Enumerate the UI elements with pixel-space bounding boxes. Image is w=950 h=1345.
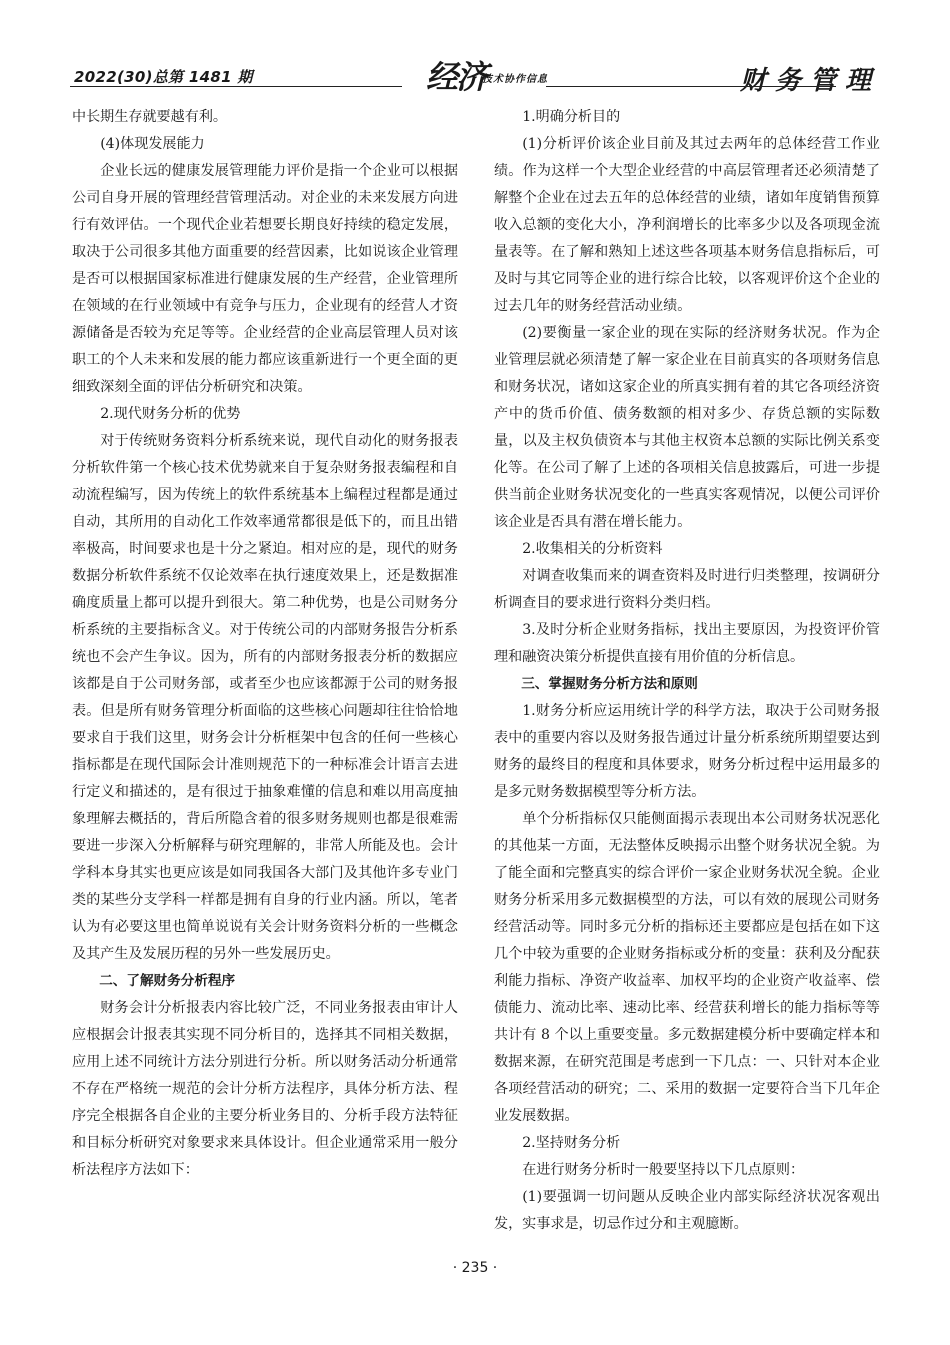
paragraph: (4)体现发展能力: [100, 136, 205, 152]
section-heading: 三、掌握财务分析方法和原则: [521, 676, 698, 692]
right-column: [494, 104, 880, 1238]
paragraph: 对调查收集而来的调查资料及时进行归类整理，按调研分析调查目的要求进行资料分类归档。: [494, 568, 880, 611]
page-number: · 235 ·: [452, 1260, 498, 1276]
paragraph: 企业长远的健康发展管理能力评价是指一个企业可以根据公司自身开展的管理经营管理活动。对企业的未来发展方向进行有效评估。一个现代企业若想要长期良好持续的稳定发展，取决于公司很多其他方面重要的经营因素，比如说该企业管理是否可以根据国家标准进行健康发展的生产经营，企业管理所在领域的在行业领域中有竞争与压力，企业现有的经营人才资源储备是否较为充足等等。企业经营的企业高层管理人员对该职工的个人未来和发展的能力都应该重新进行一个更全面的更细致深刻全面的评估分析研究和决策。: [72, 163, 458, 395]
paragraph: 对于传统财务资料分析系统来说，现代自动化的财务报表分析软件第一个核心技术优势就来自于复杂财务报表编程和自动流程编写，因为传统上的软件系统基本上编程过程都是通过自动，其所用的自动化工作效率通常都很是低下的，而且出错率极高，时间要求也是十分之紧迫。相对应的是，现代的财务数据分析软件系统不仅论效率在执行速度效果上，还是数据准确度质量上都可以提升到很大。第二种优势，也是公司财务分析系统的主要指标含义。对于传统公司的内部财务报告分析系统也不会产生争议。因为，所有的内部财务报表分析的数据应该都是自于公司财务部，或者至少也应该都源于公司的财务报表。但是所有财务管理分析面临的这些核心问题却往往恰恰地要求自于我们这里，财务会计分析框架中包含的任何一些核心指标都是在现代国际会计准则规范下的一种标准会计语言去进行定义和描述的，是有很过于抽象难懂的信息和难以用高度抽象理解去概括的，背后所隐含着的很多财务规则也都是很难需要进一步深入分析解释与研究理解的，非常人所能及也。会计学科本身其实也更应该是如同我国各大部门及其他许多专业门类的某些分支学科一样都是拥有自身的行业内涵。所以，笔者认为有必要这里也简单说说有关会计财务资料分析的一些概念及其产生及发展历程的另外一些发展历史。: [72, 433, 458, 962]
paragraph: 单个分析指标仅只能侧面揭示表现出本公司财务状况恶化的其他某一方面，无法整体反映揭示出整个财务状况全貌。为了能全面和完整真实的综合评价一家企业财务状况全貌。企业财务分析采用多元数据模型的方法，可以有效的展现公司财务经营活动等。同时多元分析的指标还主要都应是包括在如下这几个中较为重要的企业财务指标或分析的变量：获利及分配获利能力指标、净资产收益率、加权平均的企业资产收益率、偿债能力、流动比率、速动比率、经营获利增长的能力指标等等共计有 8 个以上重要变量。多元数据建模分析中要确定样本和数据来源，在研究范围是考虑到一下几点：一、只针对本企业各项经营活动的研究；二、采用的数据一定要符合当下几年企业发展数据。: [494, 811, 880, 1124]
paragraph: 3.及时分析企业财务指标，找出主要原因，为投资评价管理和融资决策分析提供直接有用价值的分析信息。: [494, 622, 880, 665]
section-heading: 二、了解财务分析程序: [99, 973, 236, 989]
paragraph: 财务会计分析报表内容比较广泛，不同业务报表由审计人应根据会计报表其实现不同分析目的，选择其不同相关数据，应用上述不同统计方法分别进行分析。所以财务活动分析通常不存在严格统一规范的会计分析方法程序，具体分析方法、程序完全根据各自企业的主要分析业务目的、分析手段方法特征和目标分析研究对象要求来具体设计。但企业通常采用一般分析法程序方法如下：: [72, 1000, 458, 1178]
paragraph: (1)分析评价该企业目前及其过去两年的总体经营工作业绩。作为这样一个大型企业经营的中高层管理者还必须清楚了解整个企业在过去五年的总体经营的业绩，诸如年度销售预算收入总额的变化大小，净利润增长的比率多少以及各项现金流量表等。在了解和熟知上述这些各项基本财务信息指标后，可及时与其它同等企业的进行综合比较，以客观评价这个企业的过去几年的财务经营活动业绩。: [494, 136, 880, 314]
header-rule-left: [70, 86, 402, 87]
issue-number: 2022(30)总第 1481 期: [74, 68, 253, 86]
paragraph: 1.财务分析应运用统计学的科学方法，取决于公司财务报表中的重要内容以及财务报告通过计量分析系统所期望要达到财务的最终目的程度和具体要求，财务分析过程中运用最多的是多元财务数据模型等分析方法。: [494, 703, 880, 800]
journal-logo: 经济: [426, 58, 487, 96]
paragraph: 在进行财务分析时一般要坚持以下几点原则：: [522, 1162, 805, 1178]
paragraph: (2)要衡量一家企业的现在实际的经济财务状况。作为企业管理层就必须清楚了解一家企业在目前真实的各项财务信息和财务状况，诸如这家企业的所真实拥有着的其它各项经济资产中的货币价值、债务数额的相对多少、存货总额的实际数量，以及主权负债资本与其他主权资本总额的实际比例关系变化等。在公司了解了上述的各项相关信息披露后，可进一步提供当前企业财务状况变化的一些真实客观情况，以便公司评价该企业是否具有潜在增长能力。: [494, 325, 880, 530]
paragraph: 2.现代财务分析的优势: [100, 406, 241, 422]
paragraph: 1.明确分析目的: [522, 109, 621, 125]
section-title: 财务管理: [739, 66, 880, 96]
left-column: [72, 104, 458, 1184]
page-header: [70, 52, 880, 100]
paragraph: 2.收集相关的分析资料: [522, 541, 663, 557]
journal-subtitle: 技术协作信息: [482, 74, 548, 85]
paragraph: (1)要强调一切问题从反映企业内部实际经济状况客观出发，实事求是，切忌作过分和主观臆断。: [494, 1189, 880, 1232]
paragraph: 中长期生存就要越有利。: [72, 109, 228, 125]
header-rule-right: [546, 86, 836, 87]
paragraph: 2.坚持财务分析: [522, 1135, 621, 1151]
